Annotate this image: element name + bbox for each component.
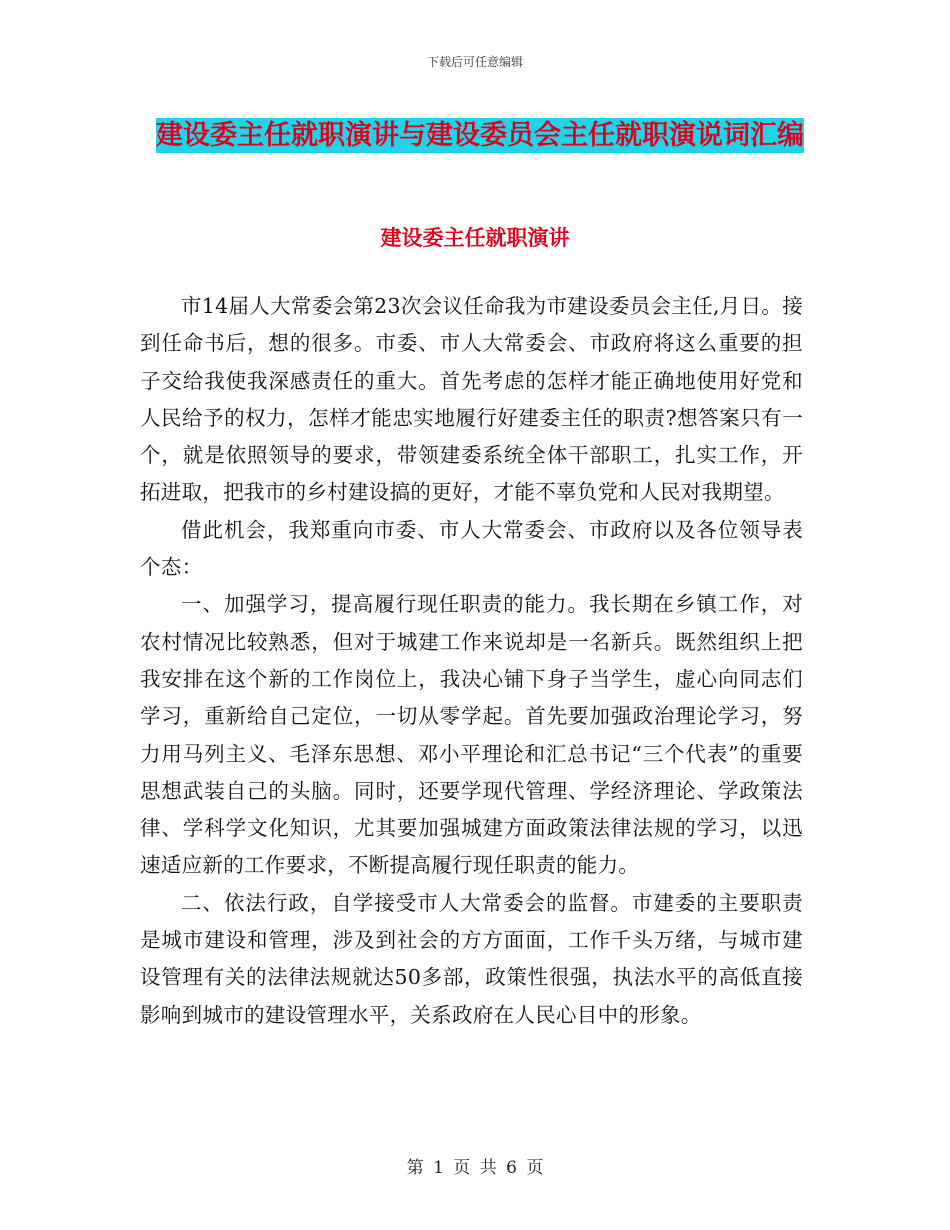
document-title-text: 建设委主任就职演讲与建设委员会主任就职演说词汇编 — [156, 120, 804, 151]
paragraph-1: 市14届人大常委会第23次会议任命我为市建设委员会主任,月日。接到任命书后，想的很多。市委、市人大常委会、市政府将这么重要的担子交给我使我深感责任的重大。首先考虑的怎样才能正确地使用好党和人民给予的权力，怎样才能忠实地履行好建委主任的职责?想答案只有一个，就是依照领导的要求，带领建委系统全体干部职工，扎实工作，开拓进取，把我市的乡村建设搞的更好，才能不辜负党和人民对我期望。 — [140, 294, 803, 505]
header-note: 下载后可任意编辑 — [426, 55, 523, 69]
document-title — [140, 110, 820, 162]
page-number: 第 1 页 共 6 页 — [406, 1158, 544, 1178]
paragraph-4: 二、依法行政，自学接受市人大常委会的监督。市建委的主要职责是城市建设和管理，涉及到社会的方方面面，工作千头万绪，与城市建设管理有关的法律法规就达50多部，政策性很强，执法水平的高低直接影响到城市的建设管理水平，关系政府在人民心目中的形象。 — [140, 890, 803, 1027]
paragraph-3: 一、加强学习，提高履行现任职责的能力。我长期在乡镇工作，对农村情况比较熟悉，但对于城建工作来说却是一名新兵。既然组织上把我安排在这个新的工作岗位上，我决心铺下身子当学生，虚心向同志们学习，重新给自己定位，一切从零学起。首先要加强政治理论学习，努力用马列主义、毛泽东思想、邓小平理论和汇总书记“三个代表”的重要思想武装自己的头脑。同时，还要学现代管理、学经济理论、学政策法律、学科学文化知识，尤其要加强城建方面政策法律法规的学习，以迅速适应新的工作要求，不断提高履行现任职责的能力。 — [140, 592, 803, 878]
section-title: 建设委主任就职演讲 — [380, 226, 570, 250]
paragraph-2: 借此机会，我郑重向市委、市人大常委会、市政府以及各位领导表个态： — [140, 517, 803, 580]
body-text — [140, 288, 803, 1034]
